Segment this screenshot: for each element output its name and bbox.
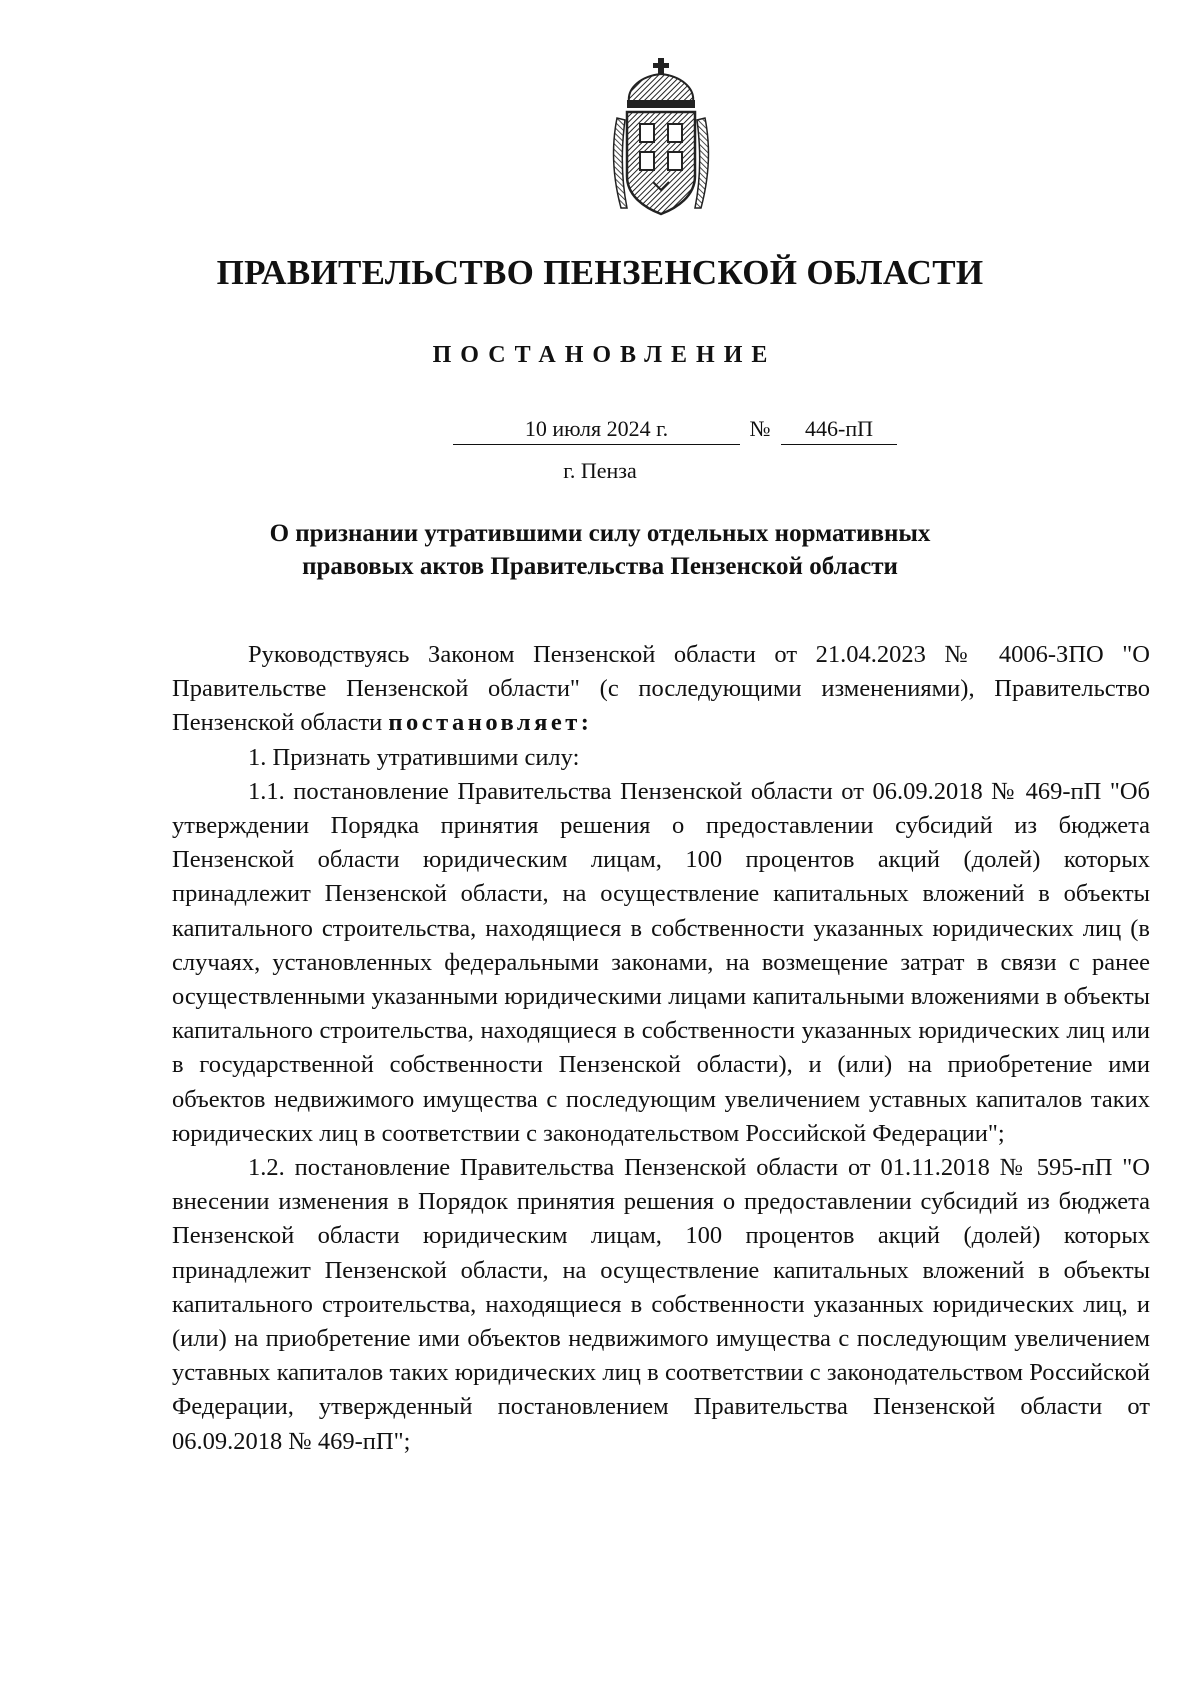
preamble-paragraph (172, 638, 1150, 741)
coat-of-arms-icon (607, 58, 715, 216)
city-name: г. Пенза (563, 458, 637, 483)
organization-name: ПРАВИТЕЛЬСТВО ПЕНЗЕНСКОЙ ОБЛАСТИ (216, 253, 984, 292)
subject-line-2: правовых актов Правительства Пензенской области (302, 553, 898, 580)
item-1-2: 1.2. постановление Правительства Пензенской области от 01.11.2018 № 595-пП "О внесении изменения в Порядок принятия решения о предоставлении субсидий из бюджета Пензенской области юридическим лицам, 100 процентов акций (долей) которых принадлежит Пензенской области, на осуществление капитальных вложений в объекты капитального строительства, находящиеся в собственности указанных юридических лиц, и (или) на приобретение ими объектов недвижимого имущества с последующим увеличением уставных капиталов таких юридических лиц в соответствии с законодательством Российской Федерации, утвержденный постановлением Правительства Пензенской области от 06.09.2018 № 469-пП"; (172, 1154, 1150, 1455)
resolves-word: постановляет: (388, 709, 593, 737)
item-1: 1. Признать утратившими силу: (248, 743, 580, 771)
document-body (172, 638, 1150, 1459)
document-number: 446-пП (781, 414, 897, 445)
number-sign: № (749, 416, 771, 441)
subject-line-1: О признании утратившими силу отдельных нормативных (269, 520, 931, 547)
preamble-text: Руководствуясь Законом Пензенской области от 21.04.2023 № 4006-ЗПО "О Правительстве Пензенской области" (с последующими изменениями), Правительство Пензенской области (172, 641, 1150, 737)
document-date: 10 июля 2024 г. (453, 414, 740, 445)
document-type: ПОСТАНОВЛЕНИЕ (432, 342, 777, 368)
item-1-1: 1.1. постановление Правительства Пензенской области от 06.09.2018 № 469-пП "Об утверждении Порядка принятия решения о предоставлении субсидий из бюджета Пензенской области юридическим лицам, 100 процентов акций (долей) которых принадлежит Пензенской области, на осуществление капитальных вложений в объекты капитального строительства, находящиеся в собственности указанных юридических лиц (в случаях, установленных федеральными законами, на возмещение затрат в связи с ранее осуществленными указанными юридическими лицами капитальными вложениями в объекты капитального строительства, находящиеся в собственности указанных юридических лиц или в государственной собственности Пензенской области), и (или) на приобретение ими объектов недвижимого имущества с последующим увеличением уставных капиталов таких юридических лиц в соответствии с законодательством Российской Федерации"; (172, 777, 1150, 1147)
document-subject (180, 517, 1020, 583)
